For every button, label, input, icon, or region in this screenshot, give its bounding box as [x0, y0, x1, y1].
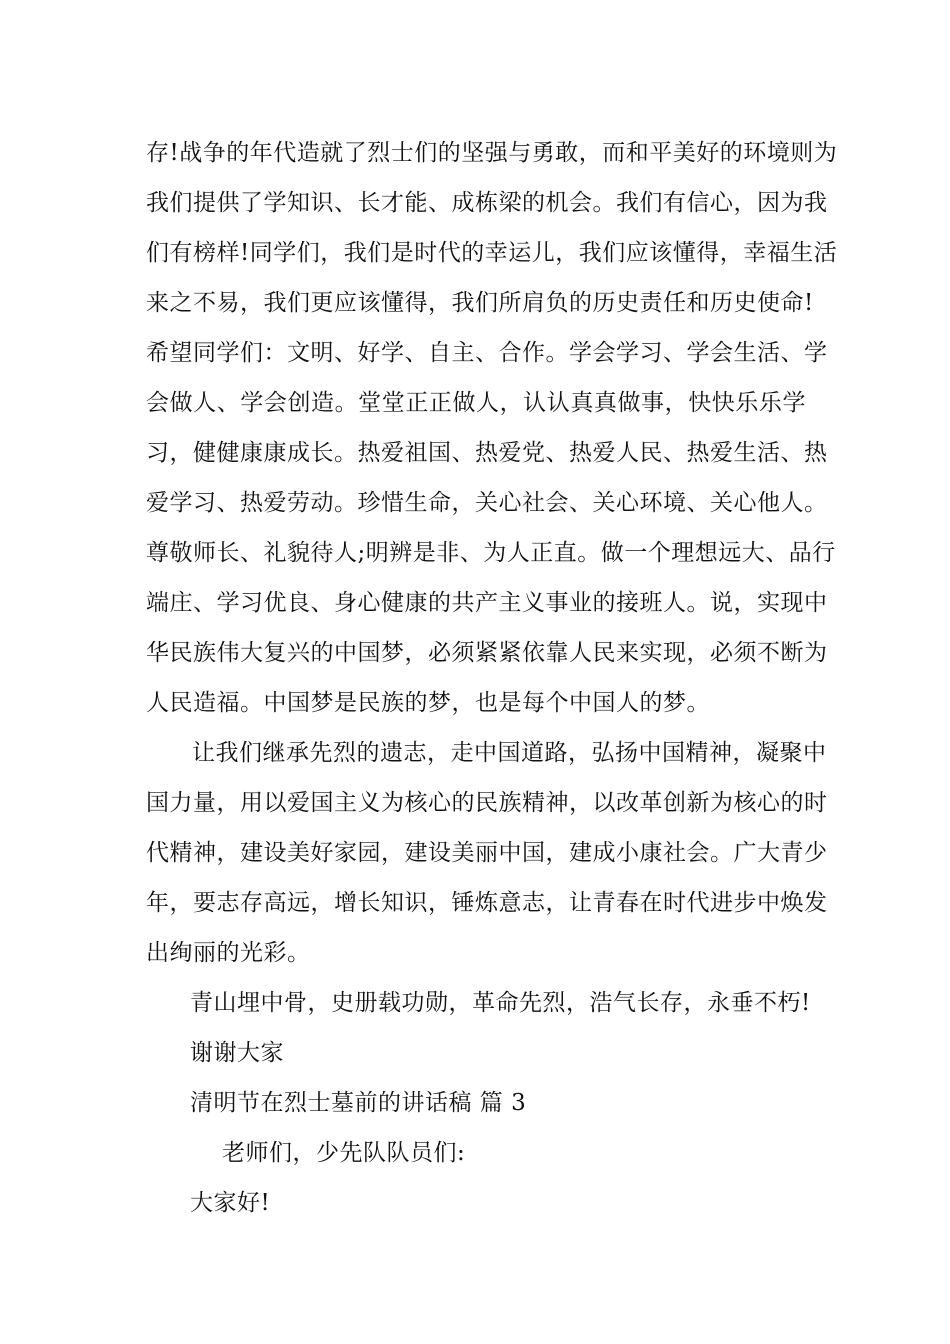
text-line-6: 会做人、学会创造。堂堂正正做人，认认真真做事，快快乐乐学 [146, 390, 806, 416]
text-line-12: 人民造福。中国梦是民族的梦，也是每个中国人的梦。 [146, 690, 710, 716]
text-line-7: 习，健健康康成长。热爱祖国、热爱党、热爱人民、热爱生活、热 [146, 440, 828, 466]
paragraph-2-line-3: 代精神，建设美好家园，建设美丽中国，建成小康社会。广大青少 [146, 840, 828, 866]
paragraph-2-line-2: 国力量，用以爱国主义为核心的民族精神，以改革创新为核心的时 [146, 790, 828, 816]
text-line-10: 端庄、学习优良、身心健康的共产主义事业的接班人。说，实现中 [146, 590, 828, 616]
text-line-2: 我们提供了学知识、长才能、成栋梁的机会。我们有信心，因为我 [146, 190, 828, 216]
paragraph-2-line-1: 让我们继承先烈的遗志，走中国道路，弘扬中国精神，凝聚中 [192, 740, 827, 766]
closing-slogan: 青山埋中骨，史册载功勋，革命先烈，浩气长存，永垂不朽! [190, 990, 811, 1016]
section-heading: 清明节在烈士墓前的讲话稿 篇 3 [190, 1090, 527, 1116]
thanks-line: 谢谢大家 [190, 1040, 284, 1066]
text-line-11: 华民族伟大复兴的中国梦，必须紧紧依靠人民来实现，必须不断为 [146, 640, 828, 666]
text-line-3: 们有榜样!同学们，我们是时代的幸运儿，我们应该懂得，幸福生活 [146, 240, 838, 266]
paragraph-2-line-4: 年，要志存高远，增长知识，锤炼意志，让青春在时代进步中焕发 [146, 890, 828, 916]
text-line-1: 存!战争的年代造就了烈士们的坚强与勇敢，而和平美好的环境则为 [146, 140, 838, 166]
text-line-5: 希望同学们：文明、好学、自主、合作。学会学习、学会生活、学 [146, 340, 828, 366]
salutation: 老师们，少先队队员们: [222, 1140, 466, 1166]
text-line-9: 尊敬师长、礼貌待人;明辨是非、为人正直。做一个理想远大、品行 [146, 540, 836, 566]
text-line-4: 来之不易，我们更应该懂得，我们所肩负的历史责任和历史使命! [146, 290, 814, 316]
greeting: 大家好! [190, 1190, 271, 1216]
text-line-8: 爱学习、热爱劳动。珍惜生命，关心社会、关心环境、关心他人。 [146, 490, 828, 516]
paragraph-2-line-5: 出绚丽的光彩。 [146, 940, 311, 966]
